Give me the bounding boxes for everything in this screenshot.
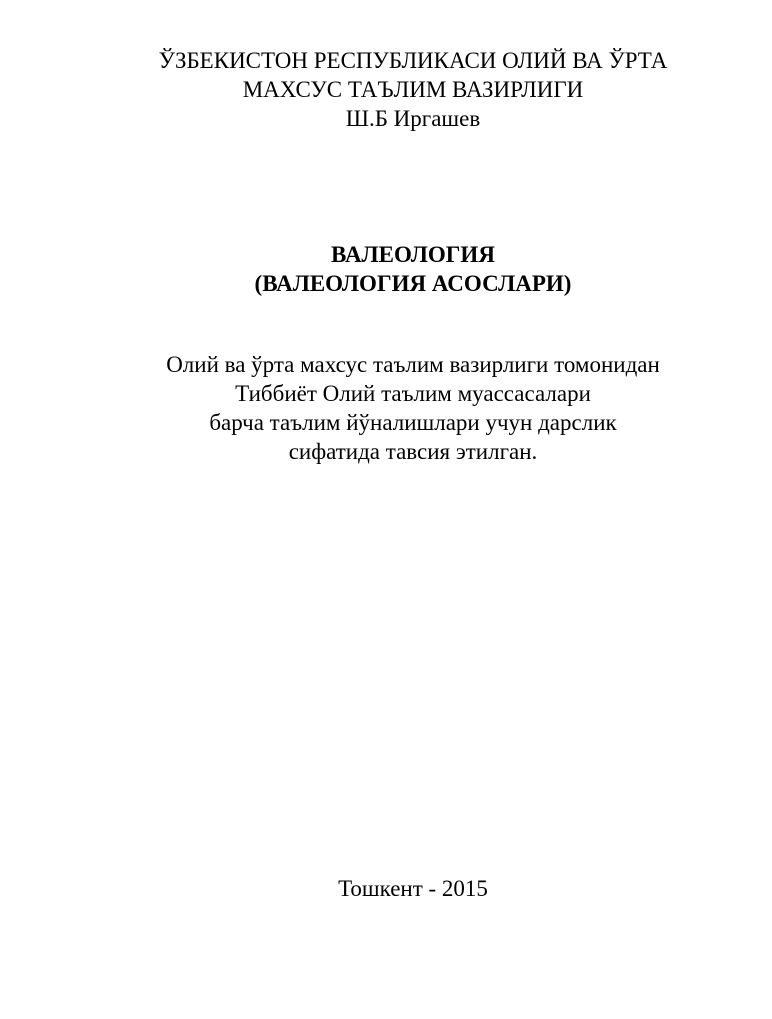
book-title — [0, 240, 772, 298]
title-line-2: (ВАЛЕОЛОГИЯ АСОСЛАРИ) — [254, 271, 572, 296]
approval-line-1: Олий ва ўрта махсус таълим вазирлиги томонидан — [166, 352, 660, 377]
approval-line-4: сифатида тавсия этилган. — [288, 439, 538, 464]
title-line-1: ВАЛЕОЛОГИЯ — [331, 242, 495, 267]
ministry-line-2: МАХСУС ТАЪЛИМ ВАЗИРЛИГИ — [242, 77, 584, 102]
author-name: Ш.Б Иргашев — [345, 106, 481, 131]
approval-statement — [0, 350, 772, 466]
ministry-line-1: ЎЗБЕКИСТОН РЕСПУБЛИКАСИ ОЛИЙ ВА ЎРТА — [158, 48, 668, 73]
place-year: Тошкент - 2015 — [338, 876, 488, 901]
ministry-header — [0, 46, 772, 133]
approval-line-3: барча таълим йўналишлари учун дарслик — [209, 410, 617, 435]
approval-line-2: Тиббиёт Олий таълим муассасалари — [235, 381, 591, 406]
publication-footer — [0, 874, 772, 903]
